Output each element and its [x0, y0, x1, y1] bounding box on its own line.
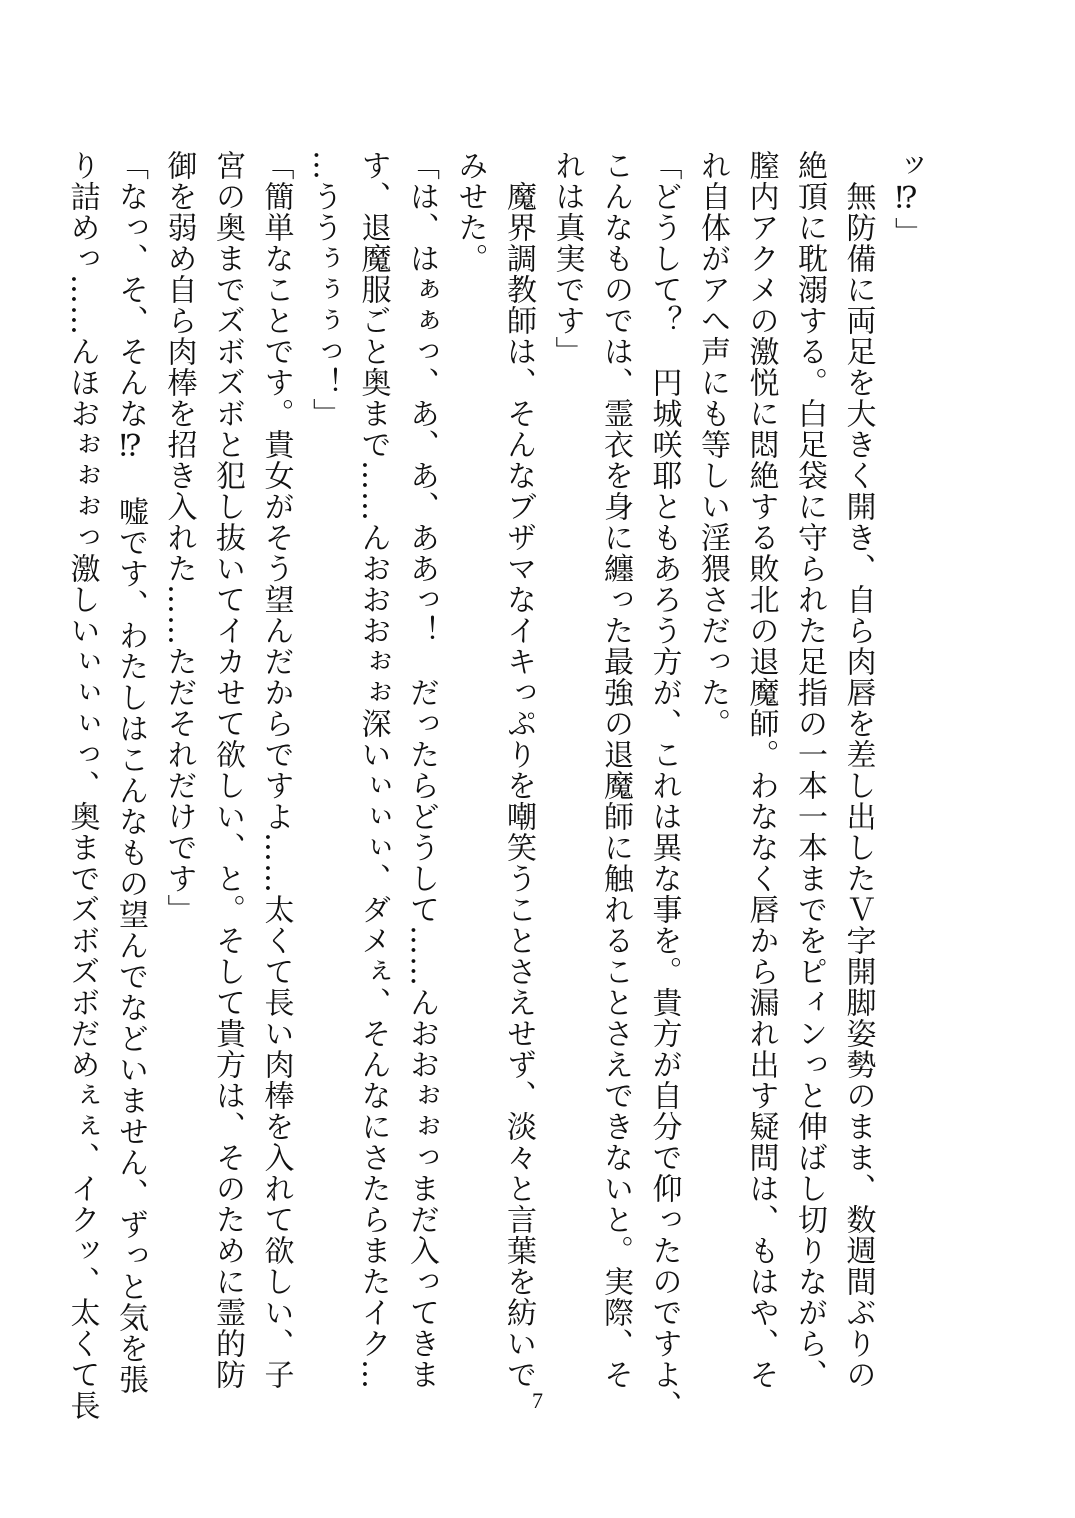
text-line: り詰めっ……んほおぉぉぉっ激しいぃぃぃっ、奥までズボズボだめぇぇ、イクッ、太くて長 — [64, 150, 100, 1421]
text-line: 御を弱め自ら肉棒を招き入れた……ただそれだけです」 — [161, 150, 197, 925]
text-line: 膣内アクメの激悦に悶絶する敗北の退魔師。わななく唇から漏れ出す疑問は、もはや、そ — [743, 150, 779, 1390]
page-number: 7 — [532, 1388, 543, 1413]
text-line: みせた。 — [452, 150, 488, 274]
text-line: 「どうして？ 円城咲耶ともあろう方が、これは異な事を。貴方が自分で仰ったのですよ、 — [646, 150, 682, 1421]
text-line: ッ⁉」 — [889, 150, 924, 248]
text-line: れ自体がアへ声にも等しい淫猥さだった。 — [695, 150, 730, 739]
novel-text-body — [64, 150, 930, 1421]
text-line: 「は、はぁぁっ、あ、あ、ああっ！ だったらどうして……んおおぉぉっまだ入ってきま — [404, 150, 439, 1390]
text-line: れは真実です」 — [549, 150, 585, 367]
text-line: 「簡単なことです。貴女がそう望んだからですよ……太くて長い肉棒を入れて欲しい、子 — [258, 150, 294, 1390]
text-line: 宮の奥までズボズボと犯し抜いてイカせて欲しい、と。そして貴方は、そのために霊的防 — [210, 150, 245, 1390]
text-line: 魔界調教師は、そんなブザマなイキっぷりを嘲笑うことさえせず、淡々と言葉を紡いで — [501, 150, 536, 1390]
text-line: す、退魔服ごと奥まで……んおおおぉぉ深いぃぃぃ、ダメぇ、そんなにさたらまたイク… — [355, 150, 391, 1390]
text-line: 「なっ、そ、そんな⁉ 嘘です、わたしはこんなもの望んでなどいません、ずっと気を張 — [113, 150, 148, 1395]
text-line: …ううぅぅぅっ！」 — [307, 150, 342, 429]
text-line: こんなものでは、霊衣を身に纏った最強の退魔師に触れることさえできないと。実際、そ — [598, 150, 633, 1390]
text-line: 絶頂に耽溺する。白足袋に守られた足指の一本一本までをピィンっと伸ばし切りながら、 — [792, 150, 827, 1390]
text-line: 無防備に両足を大きく開き、自ら肉唇を差し出したＶ字開脚姿勢のまま、数週間ぶりの — [840, 150, 876, 1390]
